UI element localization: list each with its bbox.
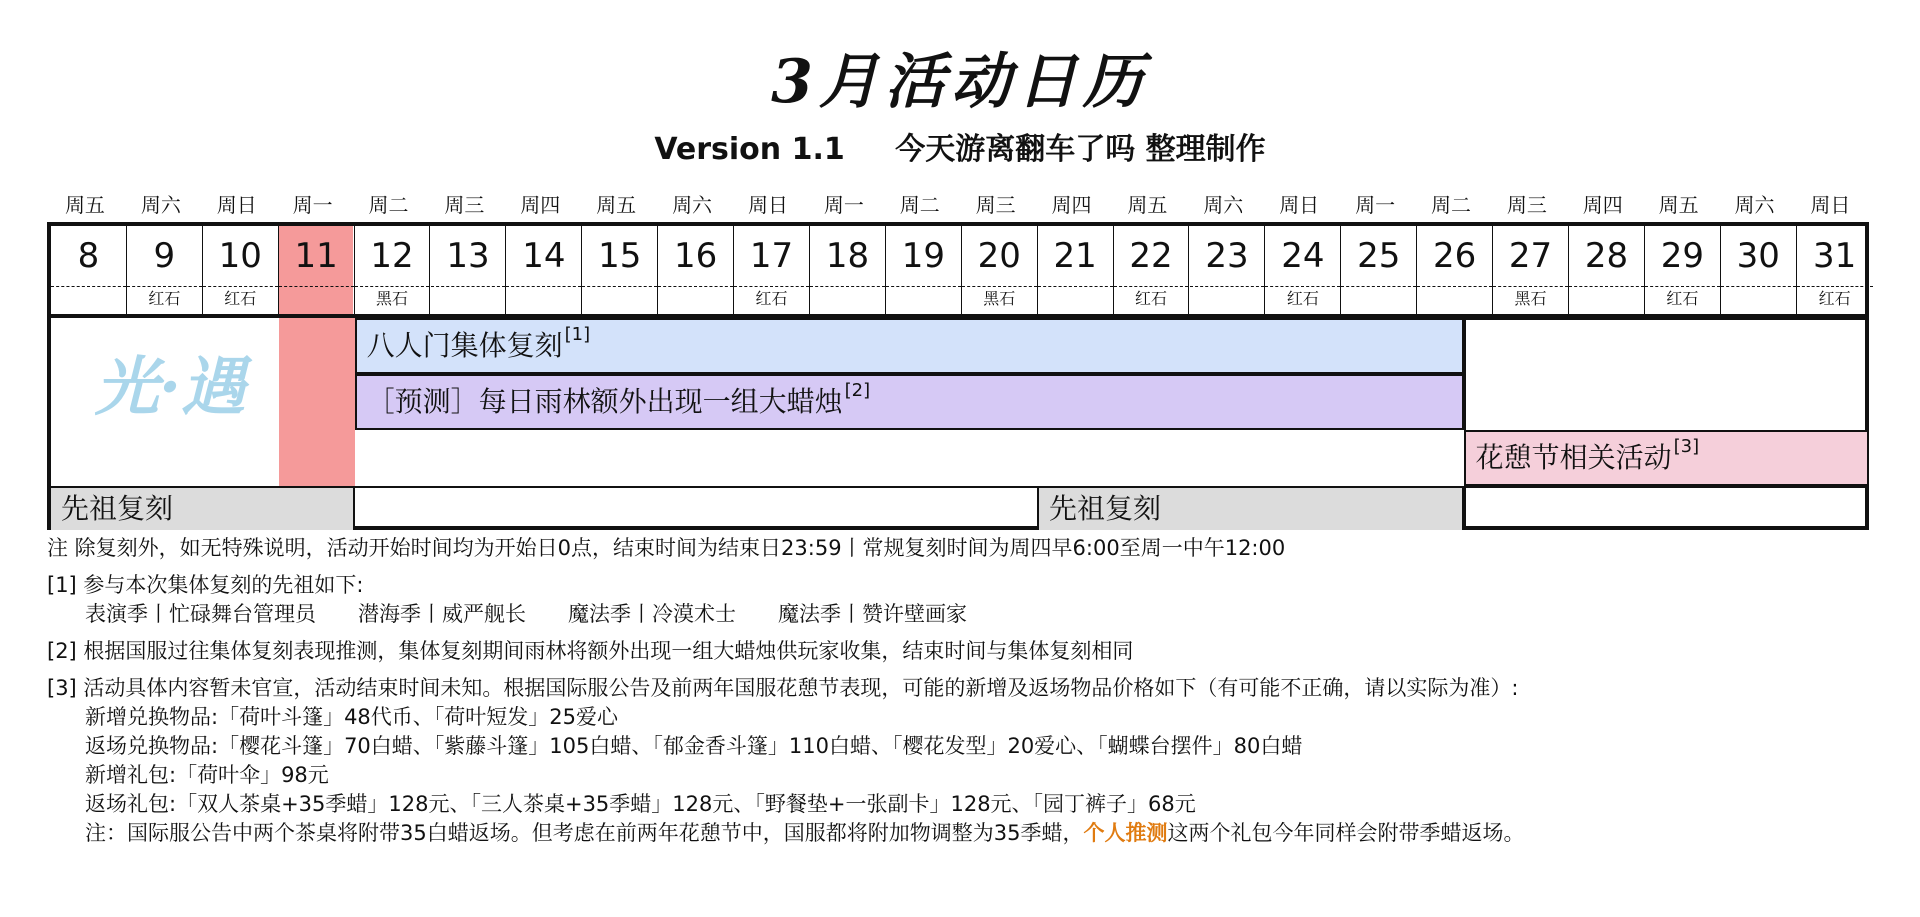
date-number: 23 (1205, 236, 1249, 276)
event-label: 先祖复刻 (1049, 492, 1162, 525)
weekday-header-row (47, 190, 1869, 220)
date-number: 26 (1433, 236, 1477, 276)
event-extra-candles[interactable] (355, 374, 1464, 430)
date-number: 16 (674, 236, 718, 276)
date-column[interactable] (1645, 226, 1721, 314)
weekday-label: 周一 (292, 193, 333, 217)
date-column[interactable] (127, 226, 203, 314)
gem-type-label (1341, 286, 1416, 311)
note-text: 注：国际服公告中两个茶桌将附带35白蜡返场。但考虑在前两年花憩节中，国服都将附加物调整为35季蜡， (85, 821, 1084, 845)
gem-type-label (582, 286, 657, 311)
date-number: 22 (1129, 236, 1173, 276)
note-3-title: [3] 活动具体内容暂未官宣，活动结束时间未知。根据国际服公告及前两年国服花憩节表现，可能的新增及返场物品价格如下（有可能不正确，请以实际为准）: (47, 676, 1519, 700)
weekday-label: 周三 (1506, 193, 1547, 217)
notes-section (47, 534, 1877, 848)
date-column[interactable] (1417, 226, 1493, 314)
date-number: 25 (1357, 236, 1401, 276)
weekday-label: 周四 (520, 193, 561, 217)
date-column[interactable] (431, 226, 507, 314)
row-divider (1464, 318, 1869, 320)
gem-type-label (1569, 286, 1644, 311)
weekday-label: 周二 (1430, 193, 1471, 217)
calendar-grid (47, 222, 1869, 530)
date-column[interactable] (658, 226, 734, 314)
note-3-line-2: 返场兑换物品:「樱花斗篷」70白蜡、「紫藤斗篷」105白蜡、「郁金香斗篷」110白蜡、「樱花发型」20爱心、「蝴蝶台摆件」80白蜡 (85, 734, 1303, 758)
event-label: ［预测］每日雨林额外出现一组大蜡烛 (366, 385, 843, 418)
event-ancestor-rerun-1[interactable] (51, 486, 355, 530)
event-ref: [3] (1673, 436, 1700, 457)
weekday-label: 周三 (975, 193, 1016, 217)
date-column[interactable] (203, 226, 279, 314)
weekday-label: 周日 (1810, 193, 1851, 217)
weekday-label: 周日 (216, 193, 257, 217)
date-number: 12 (370, 236, 414, 276)
weekday-label: 周五 (1127, 193, 1168, 217)
gem-type-label: 红石 (734, 286, 809, 311)
weekday-label: 周五 (1658, 193, 1699, 217)
date-number: 30 (1736, 236, 1780, 276)
weekday-label: 周六 (140, 193, 181, 217)
weekday-label: 周四 (1582, 193, 1623, 217)
date-number: 18 (825, 236, 870, 276)
gem-type-label (1038, 286, 1113, 311)
gem-type-label (506, 286, 581, 311)
date-column[interactable] (810, 226, 886, 314)
date-column[interactable] (1797, 226, 1873, 314)
weekday-label: 周一 (1355, 193, 1396, 217)
gem-type-label: 红石 (203, 286, 278, 311)
gem-type-label: 红石 (1114, 286, 1189, 311)
author-label: 今天游离翻车了吗 整理制作 (895, 132, 1266, 167)
column-divider (1464, 318, 1466, 530)
event-label: 先祖复刻 (61, 492, 174, 525)
date-number: 19 (901, 236, 945, 276)
date-column[interactable] (1721, 226, 1797, 314)
event-ancestor-rerun-2[interactable] (1037, 486, 1464, 530)
note-text: 这两个礼包今年同样会附带季蜡返场。 (1167, 821, 1525, 845)
gem-type-label (658, 286, 733, 311)
note-1-list: 表演季丨忙碌舞台管理员 潜海季丨威严舰长 魔法季丨冷漠术士 魔法季丨赞许壁画家 (85, 602, 967, 626)
gem-type-label (1721, 286, 1796, 311)
page-title: 3月活动日历 (771, 47, 1149, 117)
weekday-label: 周二 (899, 193, 940, 217)
event-label: 花憩节相关活动 (1475, 441, 1672, 474)
date-column[interactable] (582, 226, 658, 314)
date-column[interactable] (355, 226, 431, 314)
date-number: 29 (1660, 236, 1704, 276)
gem-type-label (51, 286, 126, 311)
date-column[interactable] (886, 226, 962, 314)
note-2: [2] 根据国服过往集体复刻表现推测，集体复刻期间雨林将额外出现一组大蜡烛供玩家收集，结束时间与集体复刻相同 (47, 639, 1134, 663)
weekday-label: 周日 (747, 193, 788, 217)
weekday-label: 周一 (823, 193, 864, 217)
date-column[interactable] (1569, 226, 1645, 314)
gem-type-label (431, 286, 506, 311)
page-subtitle (0, 127, 1920, 173)
date-column[interactable] (1038, 226, 1114, 314)
gem-type-label: 红石 (1797, 286, 1873, 311)
event-ref: [2] (844, 380, 871, 401)
date-column[interactable] (1265, 226, 1341, 314)
date-column[interactable] (51, 226, 127, 314)
version-label: Version 1.1 (654, 132, 845, 167)
weekday-label: 周三 (444, 193, 485, 217)
weekday-label: 周四 (1051, 193, 1092, 217)
date-number: 21 (1053, 236, 1097, 276)
weekday-label: 周六 (1203, 193, 1244, 217)
gem-type-label: 黑石 (962, 286, 1037, 311)
date-number: 14 (522, 236, 566, 276)
date-column[interactable] (1493, 226, 1569, 314)
gem-type-label (1190, 286, 1265, 311)
date-number: 8 (77, 236, 100, 276)
date-column[interactable] (962, 226, 1038, 314)
note-3-line-3: 新增礼包:「荷叶伞」98元 (85, 763, 329, 787)
date-column[interactable] (279, 226, 355, 314)
weekday-label: 周六 (1734, 193, 1775, 217)
event-label: 八人门集体复刻 (366, 329, 563, 362)
gem-type-label (1417, 286, 1492, 311)
date-column[interactable] (1114, 226, 1190, 314)
event-flower-festival[interactable] (1464, 430, 1869, 486)
gem-type-label (279, 286, 354, 311)
event-ref: [1] (564, 324, 591, 345)
gem-type-label: 红石 (1645, 286, 1720, 311)
date-column[interactable] (1190, 226, 1266, 314)
date-number: 9 (153, 236, 176, 276)
date-column[interactable] (734, 226, 810, 314)
gem-type-label (810, 286, 885, 311)
note-3-line-5 (47, 819, 1877, 848)
general-note: 注 除复刻外，如无特殊说明，活动开始时间均为开始日0点，结束时间为结束日23:59丨常规复刻时间为周四早6:00至周一中午12:00 (47, 536, 1286, 560)
game-logo: 光·遇 (94, 350, 246, 425)
note-3-line-4: 返场礼包:「双人茶桌+35季蜡」128元、「三人茶桌+35季蜡」128元、「野餐垫+一张副卡」128元、「园丁裤子」68元 (85, 792, 1196, 816)
weekday-label: 周日 (1279, 193, 1320, 217)
date-number: 17 (749, 236, 794, 276)
gem-type-label: 红石 (127, 286, 202, 311)
date-number: 27 (1508, 236, 1553, 276)
gem-type-label: 黑石 (1493, 286, 1568, 311)
date-number: 13 (446, 236, 490, 276)
date-column[interactable] (506, 226, 582, 314)
weekday-label: 周二 (368, 193, 409, 217)
date-number: 20 (977, 236, 1021, 276)
note-1-title: [1] 参与本次集体复刻的先祖如下: (47, 573, 364, 597)
event-group-rerun[interactable] (355, 318, 1464, 374)
gem-type-label: 黑石 (355, 286, 430, 311)
date-column[interactable] (1341, 226, 1417, 314)
date-number: 15 (598, 236, 642, 276)
highlight-text: 个人推测 (1083, 821, 1168, 845)
date-number: 24 (1281, 236, 1325, 276)
date-number: 31 (1813, 236, 1857, 276)
date-number: 11 (294, 236, 338, 276)
gem-type-label (886, 286, 961, 311)
weekday-label: 周六 (672, 193, 713, 217)
date-number: 28 (1584, 236, 1629, 276)
weekday-label: 周五 (596, 193, 637, 217)
date-number: 10 (218, 236, 262, 276)
note-3-line-1: 新增兑换物品:「荷叶斗篷」48代币、「荷叶短发」25爱心 (85, 705, 619, 729)
gem-type-label: 红石 (1265, 286, 1340, 311)
weekday-label: 周五 (64, 193, 105, 217)
